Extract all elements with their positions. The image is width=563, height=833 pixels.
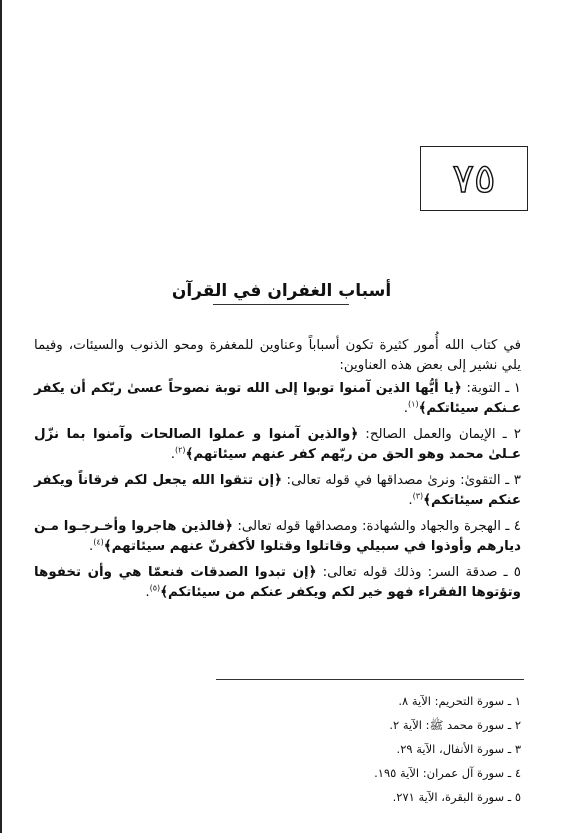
footnote: ١ ـ سورة التحريم: الآية ٨. — [398, 694, 521, 708]
list-item: ٢ ـ الإيمان والعمل الصالح: ﴿والذين آمنوا و عملوا الصالحات وآمنوا بما نزّل عـلىٰ محمد وهو الحق من ربّهم كفر عنهم سيئاتهم﴾$^{(٢)}$. — [34, 427, 521, 462]
item-quote: ﴿إن تبدوا الصدقات فنعمّا هي وأن تخفوها وتؤتوها الفقراء فهو خير لكم ويكفر عنكم من سيئاتكم﴾ — [34, 565, 521, 600]
footnote-ref: (٣) — [412, 491, 424, 501]
item-quote: ﴿إن تتقوا الله يجعل لكم فرقاناً ويكفر عنكم سيئاتكم﴾ — [34, 473, 521, 508]
footnote-ref: (١) — [408, 399, 419, 409]
body-text — [34, 336, 521, 609]
page-number-box — [420, 146, 528, 211]
footnotes — [201, 689, 521, 809]
section-title: أسباب الغفران في القرآن — [171, 281, 392, 301]
footnote-ref: (٥) — [149, 583, 161, 593]
footnote: ٣ ـ سورة الأنفال، الآية ٢٩. — [396, 742, 521, 756]
item-quote: ﴿والذين آمنوا و عملوا الصالحات وآمنوا بما نزّل عـلىٰ محمد وهو الحق من ربّهم كفر عنهم سيئاتهم﴾ — [34, 427, 521, 462]
item-prefix: ١ ـ التوبة: — [461, 381, 521, 396]
title-underline — [213, 304, 349, 305]
item-prefix: ٤ ـ الهجرة والجهاد والشهادة: ومصداقها قوله تعالى: — [232, 519, 521, 534]
list-item: ١ ـ التوبة: ﴿يا أيُّها الذين آمنوا توبوا إلى الله توبة نصوحاً عسىٰ ربّكم أن يكفر عـنكم سيئاتكم﴾$^{(١)}$. — [34, 381, 521, 416]
item-quote: ﴿يا أيُّها الذين آمنوا توبوا إلى الله توبة نصوحاً عسىٰ ربّكم أن يكفر عـنكم سيئاتكم﴾ — [34, 381, 521, 416]
footnote-separator — [216, 679, 524, 680]
list-item: ٥ ـ صدقة السر: وذلك قوله تعالى: ﴿إن تبدوا الصدقات فنعمّا هي وأن تخفوها وتؤتوها الفقراء فهو خير لكم ويكفر عنكم من سيئاتكم﴾$^{(٥)}$. — [34, 565, 521, 600]
page-edge-line — [0, 0, 2, 833]
item-quote: ﴿فالذين هاجروا وأخـرجـوا مـن ديارهم وأوذوا في سبيلي وقاتلوا وقتلوا لأكفرنّ عنهم سيئاتهم﴾ — [34, 519, 521, 554]
footnote-ref: (٤) — [93, 537, 104, 547]
list-item: ٤ ـ الهجرة والجهاد والشهادة: ومصداقها قوله تعالى: ﴿فالذين هاجروا وأخـرجـوا مـن ديارهم وأوذوا في سبيلي وقاتلوا وقتلوا لأكفرنّ عنهم سيئاتهم﴾$^{(٤)}$. — [34, 519, 521, 554]
item-prefix: ٥ ـ صدقة السر: وذلك قوله تعالى: — [316, 565, 521, 580]
footnote-ref: (٢) — [174, 445, 186, 455]
page-number: ٧٥ — [452, 155, 496, 202]
footnote: ٢ ـ سورة محمد ﷺ: الآية ٢. — [389, 718, 521, 732]
intro-paragraph: في كتاب الله أُمور كثيرة تكون أسباباً وعناوين للمغفرة ومحو الذنوب والسيئات، وفيما يلي نشير إلى بعض هذه العناوين: — [34, 338, 521, 373]
item-prefix: ٢ ـ الإيمان والعمل الصالح: — [358, 427, 521, 442]
item-prefix: ٣ ـ التقوىٰ: ونرىٰ مصداقها في قوله تعالى: — [281, 473, 521, 488]
footnote: ٤ ـ سورة آل عمران: الآية ١٩٥. — [374, 766, 521, 780]
list-item: ٣ ـ التقوىٰ: ونرىٰ مصداقها في قوله تعالى: ﴿إن تتقوا الله يجعل لكم فرقاناً ويكفر عنكم سيئاتكم﴾$^{(٣)}$. — [34, 473, 521, 508]
footnote: ٥ ـ سورة البقرة، الآية ٢٧١. — [392, 790, 521, 804]
